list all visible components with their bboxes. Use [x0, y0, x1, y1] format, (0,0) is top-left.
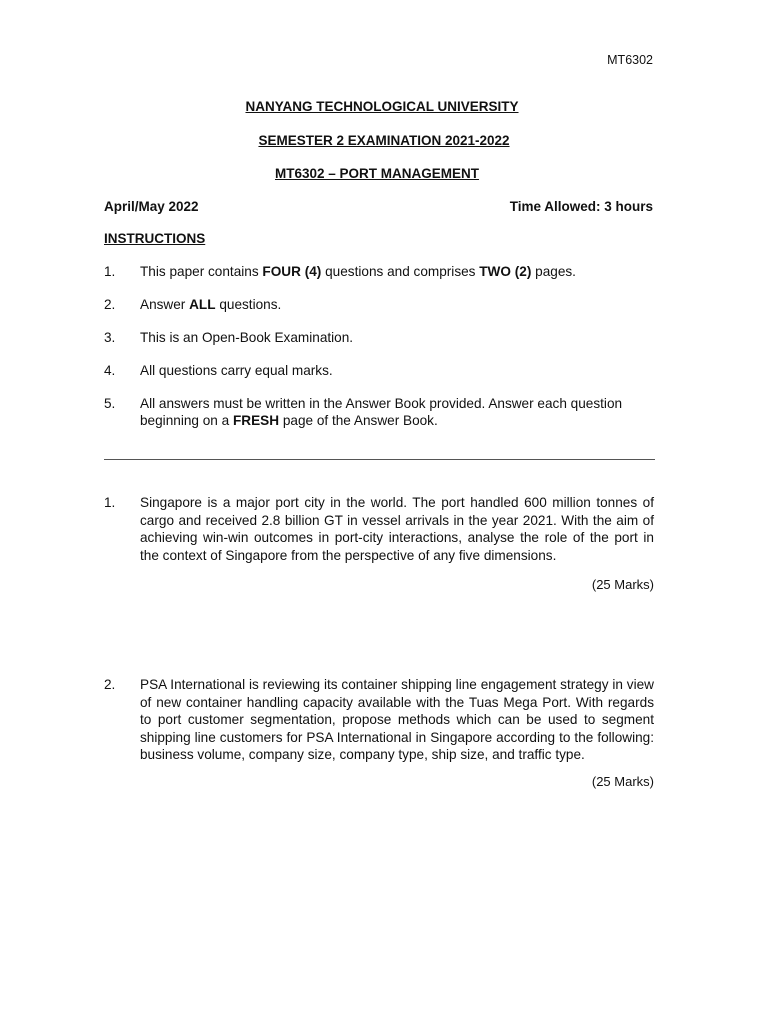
course-title: MT6302 – PORT MANAGEMENT [274, 166, 480, 181]
instruction-text: This paper contains FOUR (4) questions and comprises TWO (2) pages. [140, 264, 576, 279]
instruction-text: Answer ALL questions. [140, 297, 282, 312]
question-number: 1. [104, 495, 116, 510]
instruction-number: 2. [104, 297, 116, 312]
question-number: 2. [104, 677, 116, 692]
university-title: NANYANG TECHNOLOGICAL UNIVERSITY [245, 99, 519, 114]
semester-title: SEMESTER 2 EXAMINATION 2021-2022 [258, 133, 510, 148]
divider [104, 459, 655, 460]
instruction-number: 5. [104, 396, 116, 411]
instruction-text: All answers must be written in the Answer Book provided. Answer each question beginning on a FRESH page of the Answer Book. [140, 396, 623, 428]
question-text: PSA International is reviewing its container shipping line engagement strategy in view of new container handling capacity available with the Tuas Mega Port. With regards to port customer segmentation, propose methods which can be used to segment shipping line customers for PSA International in Singapore according to the following: business volume, company size, company type, ship size, and traffic type. [140, 677, 654, 763]
exam-date: April/May 2022 [104, 199, 199, 214]
instruction-number: 3. [104, 330, 116, 345]
course-code: MT6302 [607, 53, 653, 67]
question-marks: (25 Marks) [591, 774, 654, 789]
instruction-number: 4. [104, 363, 116, 378]
time-allowed: Time Allowed: 3 hours [509, 199, 653, 214]
instructions-heading: INSTRUCTIONS [104, 231, 206, 246]
question-text: Singapore is a major port city in the world. The port handled 600 million tonnes of cargo and received 2.8 billion GT in vessel arrivals in the year 2021. With the aim of achieving win-win outcomes in port-city interactions, analyse the role of the port in the context of Singapore from the perspective of any five dimensions. [140, 495, 654, 563]
question-marks: (25 Marks) [591, 577, 654, 592]
instruction-text: This is an Open-Book Examination. [140, 330, 354, 345]
instruction-text: All questions carry equal marks. [140, 363, 333, 378]
instruction-number: 1. [104, 264, 116, 279]
